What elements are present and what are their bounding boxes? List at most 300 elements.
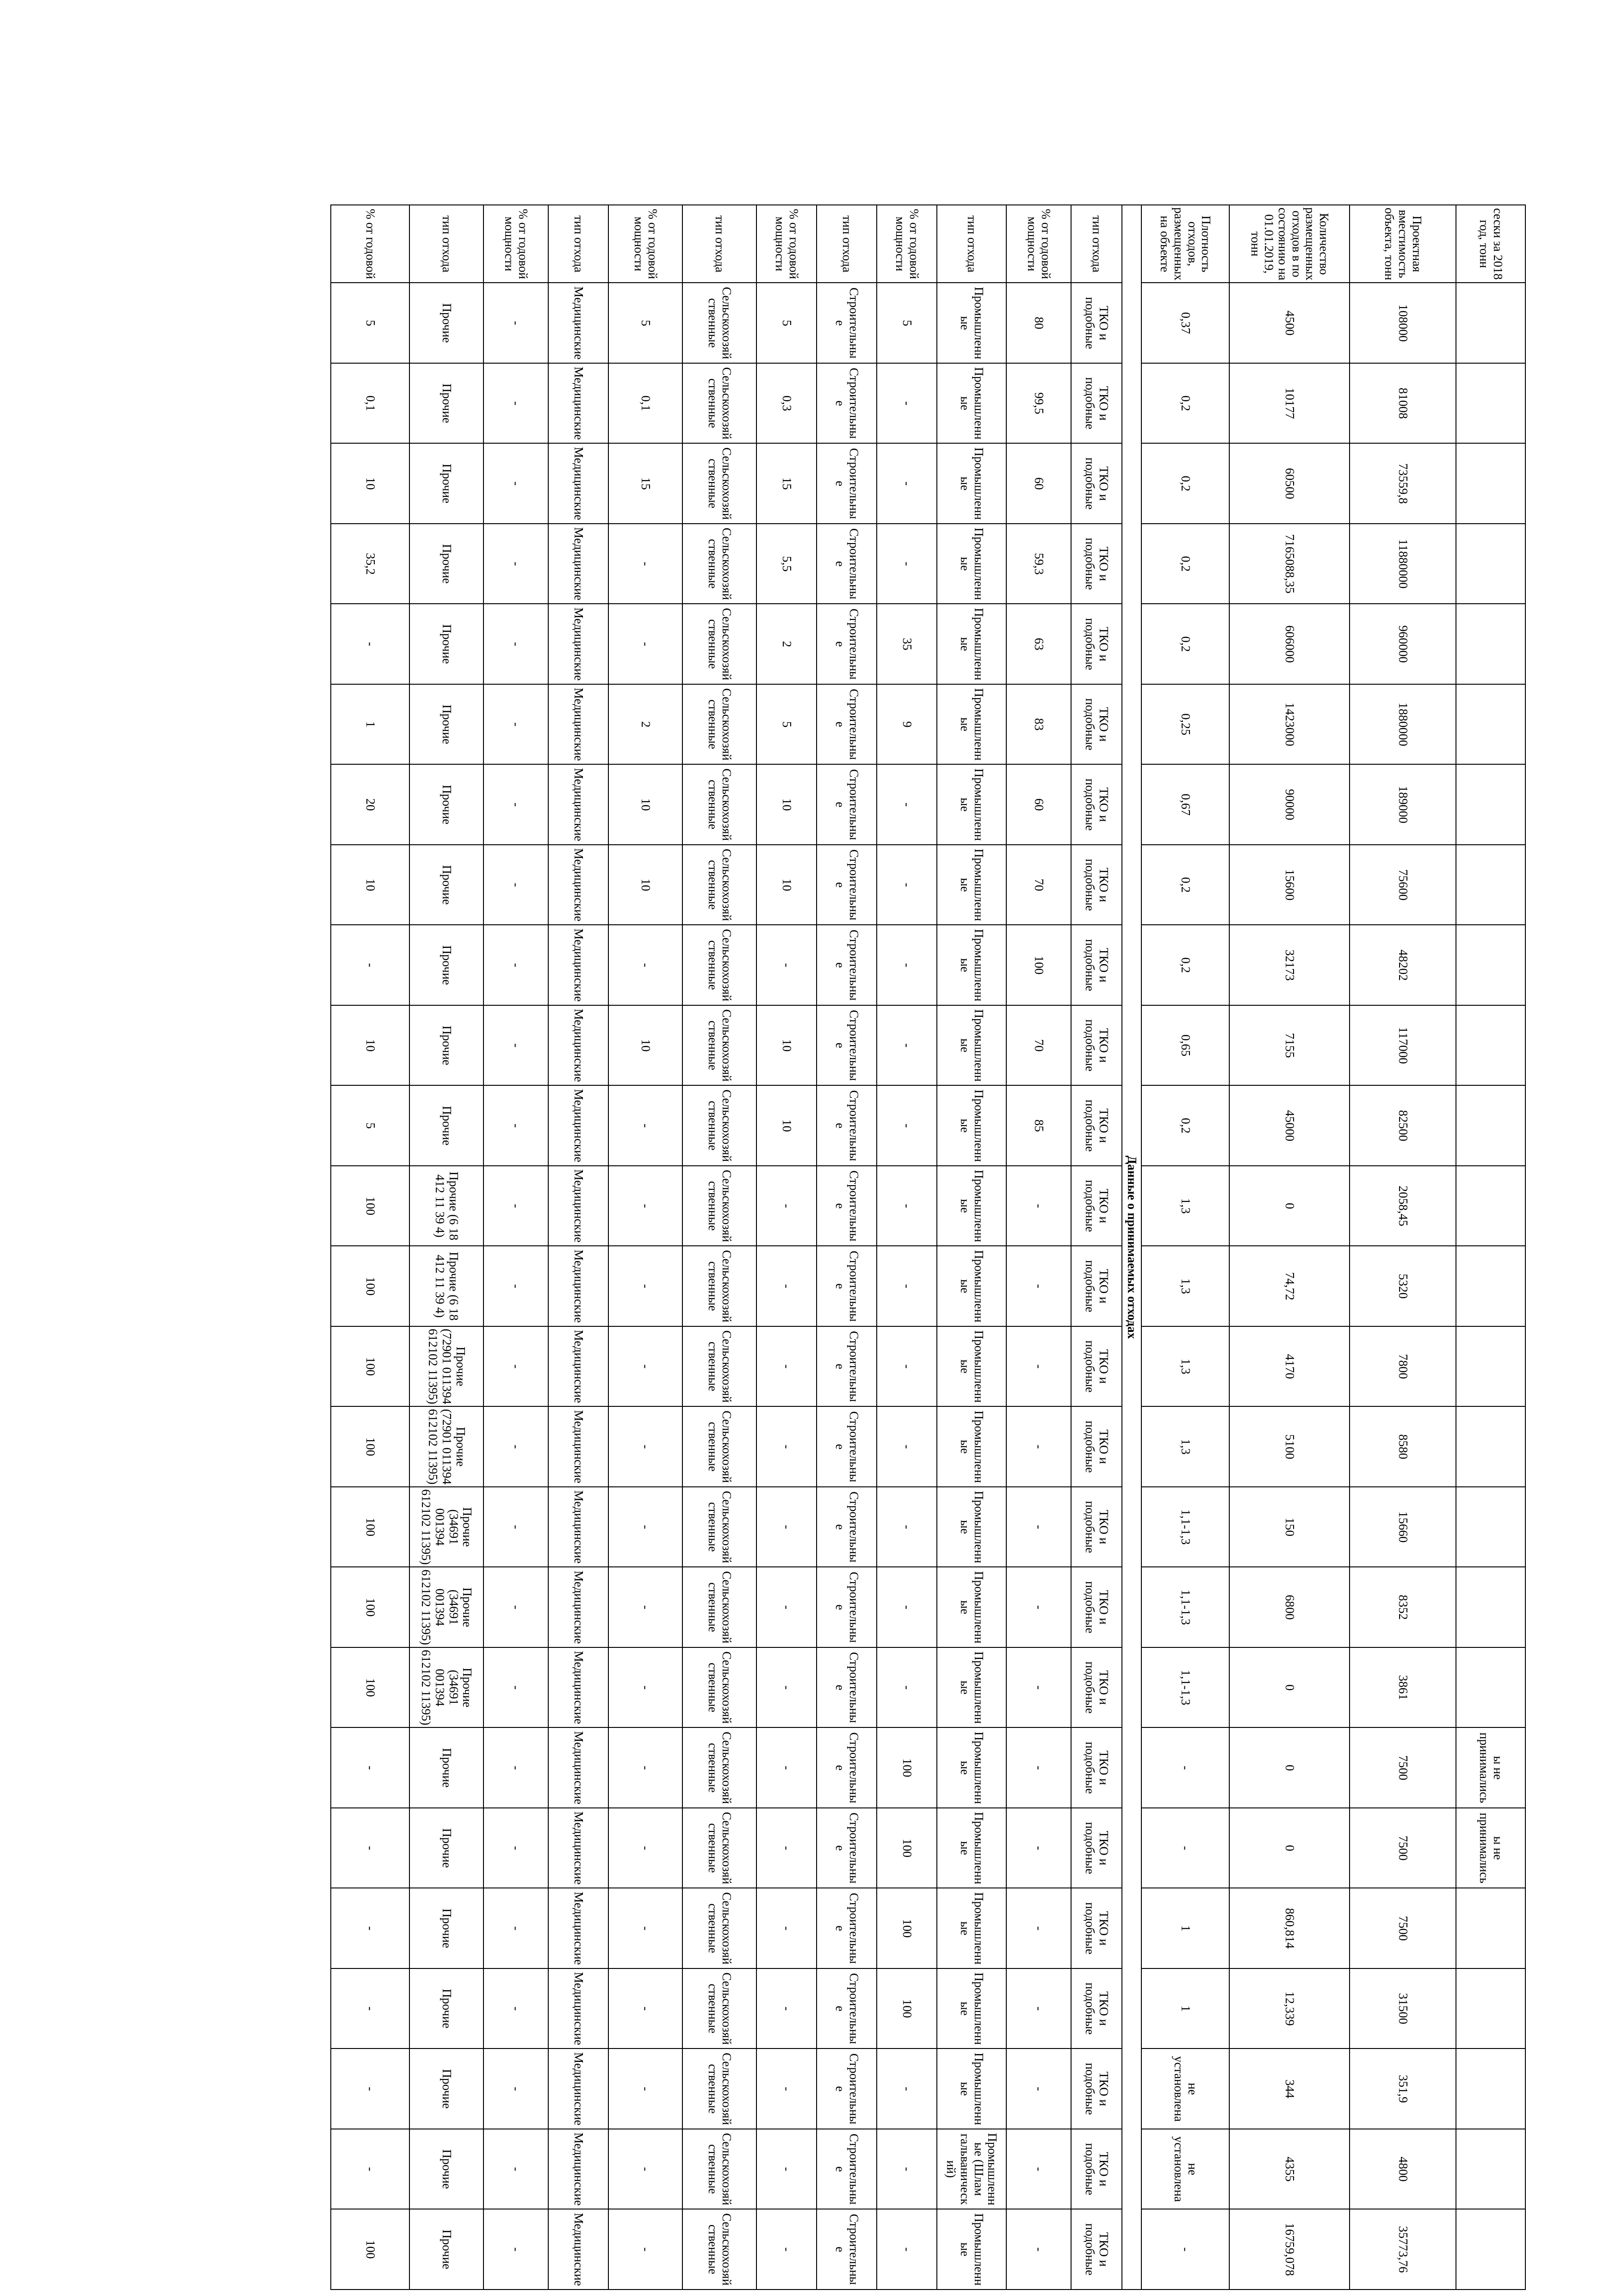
table-cell: не установлена: [1141, 2048, 1229, 2129]
table-cell: Строительные: [817, 1968, 877, 2049]
table-cell: Промышленные: [937, 1326, 1006, 1407]
table-cell: 10: [331, 443, 409, 524]
table-cell: [1456, 1406, 1525, 1487]
table-cell: Строительные: [817, 1085, 877, 1166]
table-cell: Прочие: [409, 2209, 483, 2290]
table-cell: 10: [331, 1005, 409, 1086]
table-cell: -: [608, 1246, 682, 1326]
table-cell: 1,3: [1141, 1326, 1229, 1407]
table-cell: [1456, 363, 1525, 444]
table-cell: Промышленные: [937, 1808, 1006, 1888]
table-cell: Промышленные: [937, 2209, 1006, 2290]
table-cell: -: [608, 1166, 682, 1246]
table-cell: 5100: [1229, 1406, 1350, 1487]
table-cell: 60500: [1229, 443, 1350, 524]
table-cell: -: [877, 1246, 937, 1326]
table-cell: -: [483, 2129, 548, 2209]
table-cell: 0,3: [756, 363, 817, 444]
table-cell: -: [483, 1487, 548, 1567]
section-header: Данные о принимаемых отходах: [1122, 205, 1141, 2290]
table-cell: Медицинские: [548, 1808, 608, 1888]
table-cell: 5: [877, 283, 937, 363]
table-cell: 15: [608, 443, 682, 524]
table-cell: 10: [756, 1005, 817, 1086]
table-cell: 10: [608, 845, 682, 925]
table-cell: 5: [331, 283, 409, 363]
table-cell: Медицинские: [548, 443, 608, 524]
table-cell: 5320: [1350, 1246, 1456, 1326]
table-cell: 70: [1006, 1005, 1071, 1086]
table-cell: -: [877, 524, 937, 604]
table-cell: Сельскохозяйственные: [682, 1808, 756, 1888]
table-cell: -: [1006, 1808, 1071, 1888]
table-cell: -: [1006, 1888, 1071, 1968]
table-cell: Промышленные: [937, 1085, 1006, 1166]
table-cell: 100: [331, 1487, 409, 1567]
table-cell: -: [756, 1647, 817, 1728]
table-row: [937, 205, 1006, 2290]
table-cell: -: [331, 1968, 409, 2049]
table-cell: ТКО и подобные: [1071, 1888, 1122, 1968]
table-cell: Сельскохозяйственные: [682, 1326, 756, 1407]
table-cell: Строительные: [817, 604, 877, 684]
table-cell: 0,2: [1141, 524, 1229, 604]
table-cell: 10: [608, 1005, 682, 1086]
table-cell: [1456, 1005, 1525, 1086]
table-cell: 0,2: [1141, 363, 1229, 444]
table-cell: Промышленные: [937, 283, 1006, 363]
table-cell: Сельскохозяйственные: [682, 1085, 756, 1166]
row-label: % от годовой мощности: [1006, 205, 1071, 283]
table-cell: 35,2: [331, 524, 409, 604]
table-cell: Медицинские: [548, 1968, 608, 2049]
table-cell: Промышленные: [937, 1647, 1006, 1728]
table-cell: 75600: [1350, 845, 1456, 925]
table-row: [682, 205, 756, 2290]
table-cell: -: [608, 1888, 682, 1968]
row-label: Проектная вместимость объекта, тонн: [1350, 205, 1456, 283]
table-cell: ТКО и подобные: [1071, 1808, 1122, 1888]
table-cell: -: [877, 1326, 937, 1407]
table-cell: -: [483, 1727, 548, 1808]
table-cell: 32173: [1229, 925, 1350, 1005]
table-cell: -: [1006, 1487, 1071, 1567]
table-cell: -: [756, 1326, 817, 1407]
table-cell: ТКО и подобные: [1071, 524, 1122, 604]
table-cell: -: [608, 2048, 682, 2129]
table-cell: -: [483, 2048, 548, 2129]
table-cell: 1,3: [1141, 1406, 1229, 1487]
table-cell: 100: [331, 1246, 409, 1326]
table-cell: ТКО и подобные: [1071, 1968, 1122, 2049]
table-cell: 10177: [1229, 363, 1350, 444]
table-cell: 0,2: [1141, 1085, 1229, 1166]
table-cell: -: [756, 1888, 817, 1968]
table-cell: Сельскохозяйственные: [682, 2209, 756, 2290]
table-cell: -: [608, 524, 682, 604]
table-cell: [1456, 684, 1525, 765]
table-cell: -: [1006, 1406, 1071, 1487]
table-cell: -: [877, 363, 937, 444]
table-cell: -: [608, 2209, 682, 2290]
table-cell: ТКО и подобные: [1071, 2209, 1122, 2290]
table-cell: Промышленные: [937, 1487, 1006, 1567]
table-cell: ы не принимались: [1456, 1727, 1525, 1808]
table-cell: -: [608, 1647, 682, 1728]
table-cell: Строительные: [817, 1647, 877, 1728]
table-cell: Сельскохозяйственные: [682, 1888, 756, 1968]
table-cell: ТКО и подобные: [1071, 1487, 1122, 1567]
table-cell: -: [1006, 1567, 1071, 1647]
table-cell: 63: [1006, 604, 1071, 684]
table-cell: Прочие: [409, 845, 483, 925]
row-label: % от годовой: [331, 205, 409, 283]
table-cell: 90000: [1229, 764, 1350, 845]
table-cell: -: [331, 1727, 409, 1808]
table-cell: Строительные: [817, 2129, 877, 2209]
table-cell: -: [877, 2048, 937, 2129]
table-cell: Прочие (34691 001394 612102 11395): [409, 1647, 483, 1728]
table-cell: -: [877, 1085, 937, 1166]
table-cell: 10: [756, 1085, 817, 1166]
table-cell: Медицинские: [548, 1326, 608, 1407]
table-cell: ТКО и подобные: [1071, 1647, 1122, 1728]
table-cell: 0,2: [1141, 443, 1229, 524]
row-label: тип отхода: [409, 205, 483, 283]
table-cell: -: [877, 1567, 937, 1647]
table-cell: 7165088,35: [1229, 524, 1350, 604]
table-cell: 1,1-1,3: [1141, 1647, 1229, 1728]
table-cell: Прочие: [409, 1808, 483, 1888]
table-cell: 5: [756, 684, 817, 765]
table-cell: Медицинские: [548, 2048, 608, 2129]
table-cell: 0: [1229, 1808, 1350, 1888]
table-cell: 5: [331, 1085, 409, 1166]
table-cell: 0,67: [1141, 764, 1229, 845]
table-cell: Прочие: [409, 443, 483, 524]
table-cell: Прочие: [409, 2129, 483, 2209]
table-cell: -: [877, 1005, 937, 1086]
table-cell: Промышленные: [937, 1727, 1006, 1808]
table-cell: Промышленные: [937, 363, 1006, 444]
row-label: тип отхода: [682, 205, 756, 283]
table-cell: 100: [331, 1326, 409, 1407]
table-row: [1350, 205, 1456, 2290]
table-cell: [1456, 283, 1525, 363]
table-cell: [1456, 443, 1525, 524]
table-cell: 4355: [1229, 2129, 1350, 2209]
row-label: сески за 2018 год, тонн: [1456, 205, 1525, 283]
table-cell: -: [483, 1326, 548, 1407]
table-cell: Медицинские: [548, 1406, 608, 1487]
table-body: [331, 205, 1525, 2290]
table-cell: Строительные: [817, 1727, 877, 1808]
table-cell: 80: [1006, 283, 1071, 363]
table-cell: Прочие: [409, 684, 483, 765]
table-cell: -: [608, 1406, 682, 1487]
table-cell: -: [756, 1808, 817, 1888]
table-cell: ТКО и подобные: [1071, 1567, 1122, 1647]
table-row: [1456, 205, 1525, 2290]
table-cell: [1456, 764, 1525, 845]
table-cell: Промышленные: [937, 1567, 1006, 1647]
table-cell: Промышленные: [937, 925, 1006, 1005]
table-cell: -: [756, 1487, 817, 1567]
table-cell: 2058,45: [1350, 1166, 1456, 1246]
row-label: % от годовой мощности: [756, 205, 817, 283]
table-cell: Прочие: [409, 604, 483, 684]
table-cell: 10: [331, 845, 409, 925]
table-cell: -: [1006, 1246, 1071, 1326]
table-cell: ТКО и подобные: [1071, 2129, 1122, 2209]
table-cell: 2: [756, 604, 817, 684]
table-cell: не установлена: [1141, 2129, 1229, 2209]
table-cell: [1456, 925, 1525, 1005]
table-cell: Промышленные: [937, 1888, 1006, 1968]
table-cell: -: [1141, 1727, 1229, 1808]
table-cell: -: [877, 1166, 937, 1246]
row-label: Количество размещенных отходов в по состоянию на 01.01.2019, тонн: [1229, 205, 1350, 283]
table-cell: Прочие: [409, 1888, 483, 1968]
table-cell: 15600: [1229, 845, 1350, 925]
table-cell: Прочие: [409, 1005, 483, 1086]
table-cell: 20: [331, 764, 409, 845]
table-cell: Строительные: [817, 2209, 877, 2290]
table-cell: Промышленные: [937, 1166, 1006, 1246]
table-cell: [1456, 1487, 1525, 1567]
table-cell: -: [608, 1487, 682, 1567]
table-cell: Сельскохозяйственные: [682, 925, 756, 1005]
table-row: [1229, 205, 1350, 2290]
table-cell: Промышленные: [937, 1246, 1006, 1326]
table-cell: 48202: [1350, 925, 1456, 1005]
table-cell: -: [483, 684, 548, 765]
table-cell: -: [1006, 1727, 1071, 1808]
table-cell: 150: [1229, 1487, 1350, 1567]
table-row: [817, 205, 877, 2290]
table-cell: 3861: [1350, 1647, 1456, 1728]
table-cell: -: [1141, 1808, 1229, 1888]
table-cell: ТКО и подобные: [1071, 1166, 1122, 1246]
table-cell: Строительные: [817, 1406, 877, 1487]
table-cell: Строительные: [817, 925, 877, 1005]
table-cell: -: [756, 925, 817, 1005]
table-row: [548, 205, 608, 2290]
table-cell: -: [483, 925, 548, 1005]
table-cell: -: [608, 1968, 682, 2049]
table-cell: 5: [608, 283, 682, 363]
table-cell: 189000: [1350, 764, 1456, 845]
table-cell: 35773,76: [1350, 2209, 1456, 2290]
table-cell: Медицинские: [548, 845, 608, 925]
table-cell: 1,1-1,3: [1141, 1487, 1229, 1567]
table-cell: 1: [1141, 1888, 1229, 1968]
table-cell: -: [877, 764, 937, 845]
table-cell: Промышленные: [937, 1968, 1006, 2049]
row-label: тип отхода: [1071, 205, 1122, 283]
table-cell: 5,5: [756, 524, 817, 604]
table-cell: -: [483, 443, 548, 524]
table-cell: -: [483, 1246, 548, 1326]
table-cell: 7500: [1350, 1727, 1456, 1808]
table-cell: ТКО и подобные: [1071, 2048, 1122, 2129]
table-cell: -: [483, 1005, 548, 1086]
table-cell: Медицинские: [548, 1246, 608, 1326]
table-cell: -: [756, 1727, 817, 1808]
table-row: [331, 205, 409, 2290]
table-cell: Медицинские: [548, 1005, 608, 1086]
table-cell: [1456, 1326, 1525, 1407]
table-cell: 0,2: [1141, 925, 1229, 1005]
table-cell: -: [877, 1487, 937, 1567]
table-cell: Сельскохозяйственные: [682, 1727, 756, 1808]
table-cell: Сельскохозяйственные: [682, 604, 756, 684]
table-cell: 4800: [1350, 2129, 1456, 2209]
table-cell: [1456, 845, 1525, 925]
table-cell: -: [608, 1085, 682, 1166]
table-cell: 9: [877, 684, 937, 765]
table-cell: Промышленные: [937, 2048, 1006, 2129]
table-cell: 100: [1006, 925, 1071, 1005]
row-label: % от годовой мощности: [483, 205, 548, 283]
table-cell: -: [483, 1406, 548, 1487]
table-cell: -: [483, 1647, 548, 1728]
table-cell: 7500: [1350, 1808, 1456, 1888]
table-cell: [1456, 1647, 1525, 1728]
table-cell: Сельскохозяйственные: [682, 1166, 756, 1246]
table-cell: -: [483, 1166, 548, 1246]
table-cell: 100: [877, 1888, 937, 1968]
table-cell: 1423000: [1229, 684, 1350, 765]
table-cell: 1,3: [1141, 1166, 1229, 1246]
table-cell: -: [756, 2209, 817, 2290]
table-cell: ТКО и подобные: [1071, 283, 1122, 363]
row-label: тип отхода: [817, 205, 877, 283]
table-cell: -: [331, 925, 409, 1005]
table-cell: [1456, 1968, 1525, 2049]
table-cell: 860,814: [1229, 1888, 1350, 1968]
table-cell: [1456, 524, 1525, 604]
table-cell: Строительные: [817, 1567, 877, 1647]
table-cell: -: [331, 1808, 409, 1888]
table-cell: Медицинские: [548, 1567, 608, 1647]
table-cell: -: [1006, 1326, 1071, 1407]
table-cell: [1456, 604, 1525, 684]
table-cell: 10: [608, 764, 682, 845]
table-cell: 0: [1229, 1647, 1350, 1728]
table-cell: Сельскохозяйственные: [682, 1487, 756, 1567]
table-cell: Промышленные: [937, 524, 1006, 604]
table-cell: Промышленные: [937, 764, 1006, 845]
table-cell: 12,339: [1229, 1968, 1350, 2049]
table-cell: 35: [877, 604, 937, 684]
table-cell: 606000: [1229, 604, 1350, 684]
table-cell: ТКО и подобные: [1071, 1005, 1122, 1086]
table-cell: Промышленные: [937, 684, 1006, 765]
table-cell: 0,1: [608, 363, 682, 444]
table-cell: -: [483, 283, 548, 363]
table-cell: 5: [756, 283, 817, 363]
table-cell: -: [483, 363, 548, 444]
table-cell: Строительные: [817, 684, 877, 765]
table-cell: Промышленные (Шлам гальванический): [937, 2129, 1006, 2209]
table-cell: 0,1: [331, 363, 409, 444]
row-label: Плотность отходов, размещенных на объекте: [1141, 205, 1229, 283]
table-cell: Промышленные: [937, 1406, 1006, 1487]
table-cell: [1456, 1888, 1525, 1968]
table-cell: 70: [1006, 845, 1071, 925]
table-cell: Сельскохозяйственные: [682, 1567, 756, 1647]
table-cell: ТКО и подобные: [1071, 1246, 1122, 1326]
table-cell: -: [756, 2048, 817, 2129]
table-cell: [1456, 1166, 1525, 1246]
table-cell: -: [331, 2048, 409, 2129]
table-cell: -: [483, 1567, 548, 1647]
table-cell: Прочие (34691 001394 612102 11395): [409, 1487, 483, 1567]
table-cell: ТКО и подобные: [1071, 363, 1122, 444]
table-cell: 100: [331, 2209, 409, 2290]
table-cell: ТКО и подобные: [1071, 443, 1122, 524]
table-cell: Прочие (6 18 412 11 39 4): [409, 1166, 483, 1246]
table-cell: -: [1006, 1647, 1071, 1728]
table-cell: [1456, 1567, 1525, 1647]
table-cell: 117000: [1350, 1005, 1456, 1086]
table-cell: Медицинские: [548, 764, 608, 845]
table-cell: Прочие (34691 001394 612102 11395): [409, 1567, 483, 1647]
table-cell: Строительные: [817, 1246, 877, 1326]
table-cell: 45000: [1229, 1085, 1350, 1166]
table-cell: Строительные: [817, 524, 877, 604]
table-cell: 4170: [1229, 1326, 1350, 1407]
table-row: [1006, 205, 1071, 2290]
table-cell: -: [1006, 2129, 1071, 2209]
table-cell: Строительные: [817, 1005, 877, 1086]
table-cell: Медицинские: [548, 283, 608, 363]
row-label: тип отхода: [548, 205, 608, 283]
table-cell: ТКО и подобные: [1071, 1727, 1122, 1808]
table-cell: -: [877, 2209, 937, 2290]
table-cell: -: [608, 1727, 682, 1808]
table-cell: Прочие: [409, 925, 483, 1005]
table-cell: Сельскохозяйственные: [682, 2048, 756, 2129]
table-cell: Сельскохозяйственные: [682, 2129, 756, 2209]
table-cell: Медицинские: [548, 524, 608, 604]
table-cell: 99,5: [1006, 363, 1071, 444]
row-label: % от годовой мощности: [877, 205, 937, 283]
table-cell: Сельскохозяйственные: [682, 1968, 756, 2049]
table-cell: Медицинские: [548, 1727, 608, 1808]
table-cell: 0,2: [1141, 845, 1229, 925]
table-cell: 82500: [1350, 1085, 1456, 1166]
table-cell: -: [483, 524, 548, 604]
table-cell: 100: [877, 1727, 937, 1808]
row-label: тип отхода: [937, 205, 1006, 283]
table-cell: Промышленные: [937, 1005, 1006, 1086]
table-cell: Прочие (6 18 412 11 39 4): [409, 1246, 483, 1326]
table-cell: -: [331, 604, 409, 684]
table-cell: Медицинские: [548, 1487, 608, 1567]
table-cell: -: [756, 1968, 817, 2049]
table-cell: Сельскохозяйственные: [682, 443, 756, 524]
table-cell: ТКО и подобные: [1071, 604, 1122, 684]
table-cell: 7500: [1350, 1888, 1456, 1968]
table-cell: Прочие: [409, 1727, 483, 1808]
table-cell: -: [756, 1406, 817, 1487]
row-label: % от годовой мощности: [608, 205, 682, 283]
table-cell: 4500: [1229, 283, 1350, 363]
table-cell: -: [483, 1888, 548, 1968]
table-cell: ТКО и подобные: [1071, 845, 1122, 925]
